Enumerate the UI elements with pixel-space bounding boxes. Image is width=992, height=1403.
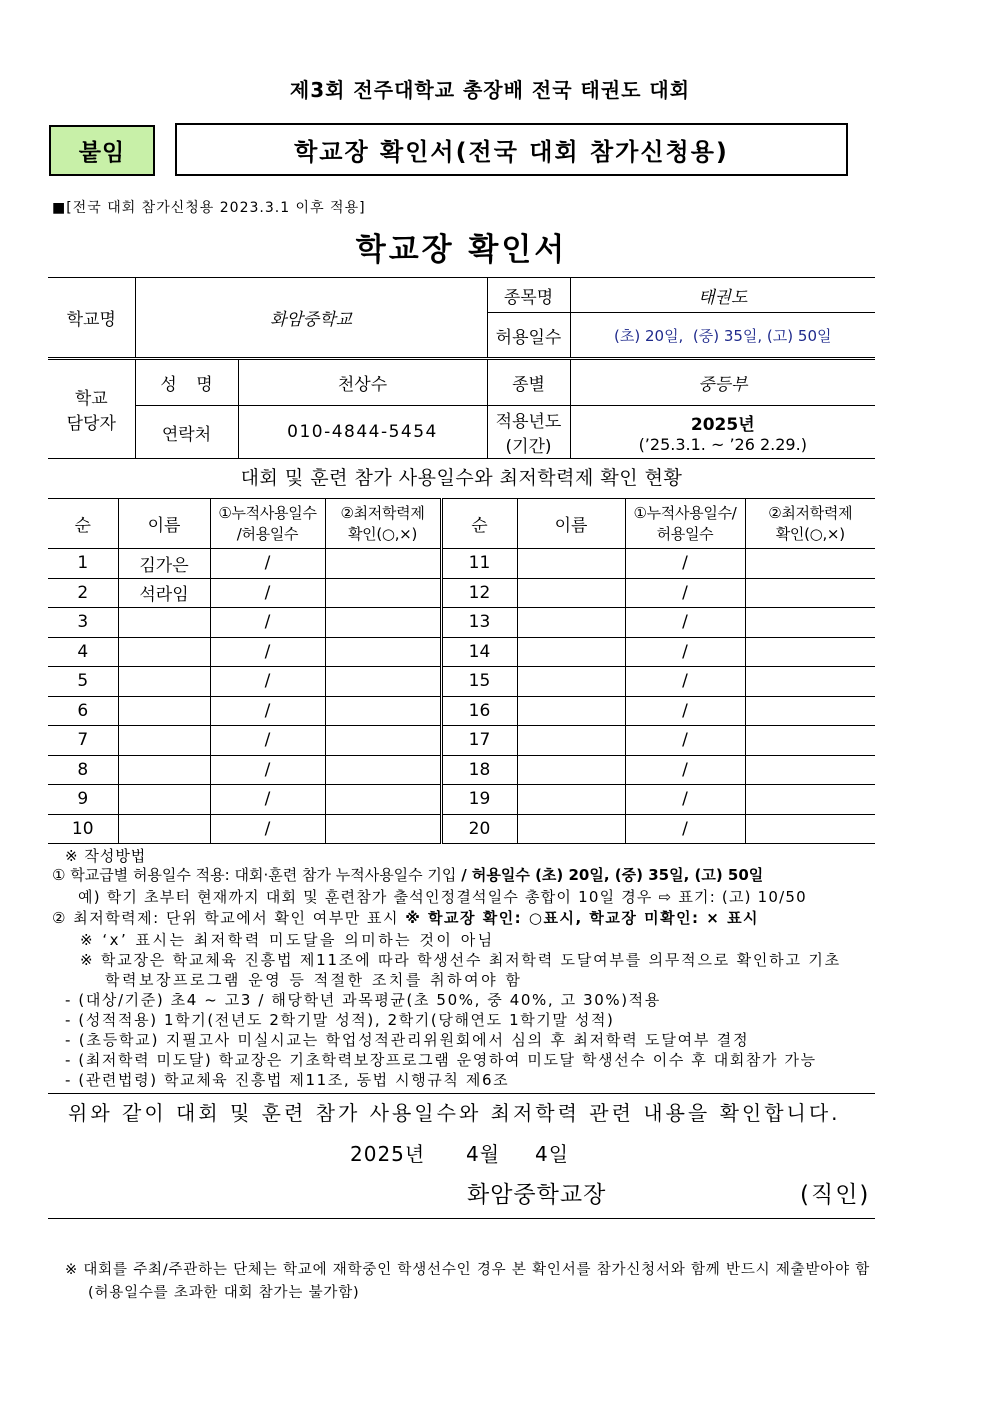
roster-cell-name-left: 석라임 [118,578,210,608]
roster-cell-no-left: 7 [48,726,118,756]
roster-cell-no-left: 4 [48,637,118,667]
roster-cell-no-right: 14 [441,637,517,667]
contact-label: 연락처 [135,406,238,459]
roster-cell-grade-left [325,667,441,697]
confirmation-date-year: 2025년 [350,1142,426,1166]
school-info-table [48,277,875,459]
roster-cell-name-left [118,696,210,726]
roster-cell-days-left: / [210,608,325,638]
roster-cell-grade-left [325,578,441,608]
roster-cell-days-left: / [210,549,325,579]
roster-cell-days-left: / [210,726,325,756]
roster-cell-name-left [118,667,210,697]
header-grade-left [325,499,441,549]
roster-row [48,785,875,815]
roster-cell-name-left [118,637,210,667]
header-days-right [625,499,745,549]
year-value-text: 2025년 [690,415,755,435]
confirmation-date-day: 4일 [535,1142,570,1166]
roster-cell-name-left [118,726,210,756]
roster-cell-grade-right [745,755,875,785]
roster-cell-days-left: / [210,696,325,726]
roster-cell-days-left: / [210,755,325,785]
contact-value: 010-4844-5454 [238,406,487,459]
principal-name: 화암중학교장 [467,1182,607,1208]
header-no-left: 순 [48,499,118,549]
header-days-left [210,499,325,549]
roster-cell-no-left: 10 [48,814,118,844]
roster-table [48,498,875,844]
header-grade-right [745,499,875,549]
roster-cell-days-left: / [210,637,325,667]
note-bullet: - (대상/기준) 초4 ~ 고3 / 해당학년 과목평균(초 50%, 중 40%, 고 30%)적용 [65,991,661,1009]
roster-cell-days-right: / [625,755,745,785]
roster-cell-grade-right [745,549,875,579]
note-item-1-emphasis: / 허용일수 (초) 20일, (중) 35일, (고) 50일 [461,866,764,884]
roster-cell-name-left [118,785,210,815]
year-label [487,406,570,459]
divider [48,1093,875,1094]
info-row [48,359,875,406]
manager-name-value: 천상수 [238,359,487,406]
header-grade-right-line2: 확인(○,×) [775,524,845,543]
year-label-line1: 적용년도 [495,412,562,432]
roster-cell-days-right: / [625,608,745,638]
roster-cell-grade-right [745,785,875,815]
roster-cell-no-right: 17 [441,726,517,756]
footer-note-line1: ※ 대회를 주최/주관하는 단체는 학교에 재학중인 학생선수인 경우 본 확인서를 참가신청서와 함께 반드시 제출받아야 함 [65,1262,871,1278]
roster-cell-days-right: / [625,696,745,726]
roster-cell-days-left: / [210,814,325,844]
manager-name-label: 성 명 [135,359,238,406]
roster-cell-no-left: 1 [48,549,118,579]
roster-cell-days-right: / [625,637,745,667]
roster-cell-grade-left [325,637,441,667]
seal-label: (직인) [800,1182,871,1208]
roster-row [48,726,875,756]
roster-cell-days-right: / [625,726,745,756]
roster-cell-days-left: / [210,578,325,608]
roster-row [48,755,875,785]
roster-cell-name-left [118,608,210,638]
info-row [48,406,875,459]
roster-cell-no-left: 3 [48,608,118,638]
roster-cell-grade-left [325,785,441,815]
attachment-label: 붙임 [78,140,126,166]
roster-cell-no-left: 6 [48,696,118,726]
header-grade-left-line2: 확인(○,×) [347,524,417,543]
roster-cell-grade-right [745,608,875,638]
confirmation-statement: 위와 같이 대회 및 훈련 참가 사용일수와 최저학력 관련 내용을 확인합니다. [68,1101,841,1125]
applicability-notice: ■[전국 대회 참가신청용 2023.3.1 이후 적용] [52,200,366,216]
note-item-2-text: ② 최저학력제: 단위 학교에서 확인 여부만 표시 [52,909,406,927]
roster-cell-days-right: / [625,578,745,608]
roster-cell-no-left: 2 [48,578,118,608]
attachment-box [49,125,155,176]
roster-cell-grade-right [745,696,875,726]
form-title: 학교장 확인서(전국 대회 참가신청용) [294,138,729,166]
roster-cell-no-right: 19 [441,785,517,815]
roster-cell-days-right: / [625,814,745,844]
roster-cell-no-right: 13 [441,608,517,638]
roster-cell-no-right: 11 [441,549,517,579]
roster-cell-no-left: 9 [48,785,118,815]
sport-value: 태권도 [570,278,875,313]
header-name-left: 이름 [118,499,210,549]
note-bullet: - (초등학교) 지필고사 미실시교는 학업성적관리위원회에서 심의 후 최저학력 도달여부 결정 [65,1031,750,1049]
roster-header-row [48,499,875,549]
roster-cell-grade-right [745,726,875,756]
roster-cell-grade-right [745,637,875,667]
year-period: (’25.3.1. ~ ’26 2.29.) [638,435,807,454]
roster-cell-name-right [517,814,625,844]
note-item-2-emphasis: ※ 학교장 확인: ○표시, 학교장 미확인: × 표시 [405,909,760,927]
info-row [48,278,875,313]
roster-cell-no-left: 8 [48,755,118,785]
header-name-right: 이름 [517,499,625,549]
confirmation-date-month: 4월 [466,1142,501,1166]
note-bullet: - (관련법령) 학교체육 진흥법 제11조, 동법 시행규칙 제6조 [65,1071,510,1089]
header-days-left-line2: /허용일수 [236,524,299,543]
category-value: 중등부 [570,359,875,406]
school-name-label: 학교명 [48,278,135,359]
school-name-value: 화암중학교 [135,278,487,359]
header-days-right-line1: ①누적사용일수/ [633,503,737,522]
roster-cell-name-right [517,726,625,756]
roster-cell-grade-left [325,755,441,785]
roster-cell-no-right: 12 [441,578,517,608]
manager-label-line1: 학교 [74,389,108,409]
roster-row [48,637,875,667]
year-label-line2: (기간) [505,437,552,457]
header-days-left-line1: ①누적사용일수 [218,503,317,522]
document-title: 학교장 확인서 [355,232,568,268]
notes-heading: ※ 작성방법 [65,847,147,865]
roster-cell-no-left: 5 [48,667,118,697]
form-title-box [175,123,848,176]
manager-label [48,359,135,459]
roster-cell-name-right [517,667,625,697]
note-item-1-text: ① 학교급별 허용일수 적용: 대회·훈련 참가 누적사용일수 기입 [52,866,462,884]
note-duty-line1: ※ 학교장은 학교체육 진흥법 제11조에 따라 학생선수 최저학력 도달여부를 의무적으로 확인하고 기초 [80,951,841,969]
roster-cell-name-right [517,637,625,667]
roster-cell-name-left [118,814,210,844]
roster-cell-name-right [517,696,625,726]
header-grade-left-line1: ②최저학력제 [340,503,425,522]
roster-cell-name-left [118,755,210,785]
roster-cell-name-right [517,549,625,579]
roster-cell-no-right: 15 [441,667,517,697]
roster-row [48,608,875,638]
category-label: 종별 [487,359,570,406]
roster-row [48,696,875,726]
roster-cell-days-right: / [625,667,745,697]
roster-cell-name-right [517,755,625,785]
roster-cell-grade-right [745,814,875,844]
header-days-right-line2: 허용일수 [656,524,714,543]
note-x-meaning: ※ ‘x’ 표시는 최저학력 미도달을 의미하는 것이 아님 [80,931,495,949]
note-item-2 [52,908,759,928]
roster-cell-days-left: / [210,667,325,697]
note-bullet: - (성적적용) 1학기(전년도 2학기말 성적), 2학기(당해연도 1학기말 성적) [65,1011,615,1029]
roster-cell-no-right: 20 [441,814,517,844]
roster-cell-days-right: / [625,549,745,579]
roster-row [48,578,875,608]
note-example: 예) 학기 초부터 현재까지 대회 및 훈련참가 출석인정결석일수 총합이 10일 경우 ⇨ 표기: (고) 10/50 [78,888,807,906]
roster-cell-grade-left [325,549,441,579]
roster-row [48,814,875,844]
roster-cell-name-right [517,578,625,608]
roster-cell-days-left: / [210,785,325,815]
roster-cell-grade-right [745,667,875,697]
note-duty-line2: 학력보장프로그램 운영 등 적절한 조치를 취하여야 함 [105,971,523,989]
roster-row [48,667,875,697]
roster-cell-grade-left [325,696,441,726]
roster-cell-grade-left [325,814,441,844]
roster-cell-no-right: 18 [441,755,517,785]
roster-cell-name-right [517,785,625,815]
footer-note-line2: (허용일수를 초과한 대회 참가는 불가함) [88,1285,360,1301]
event-title: 제3회 전주대학교 총장배 전국 태권도 대회 [289,78,691,102]
roster-row [48,549,875,579]
section-title: 대회 및 훈련 참가 사용일수와 최저학력제 확인 현황 [240,467,683,489]
manager-label-line2: 담당자 [66,414,116,434]
roster-cell-days-right: / [625,785,745,815]
header-no-right: 순 [441,499,517,549]
divider [48,1218,875,1219]
roster-cell-no-right: 16 [441,696,517,726]
sport-label: 종목명 [487,278,570,313]
header-grade-right-line1: ②최저학력제 [768,503,853,522]
roster-cell-grade-left [325,726,441,756]
note-bullet: - (최저학력 미도달) 학교장은 기초학력보장프로그램 운영하여 미도달 학생선수 이수 후 대회참가 가능 [65,1051,817,1069]
roster-body [48,549,875,844]
year-value [570,406,875,459]
roster-cell-name-left: 김가은 [118,549,210,579]
roster-cell-grade-left [325,608,441,638]
allowed-days-label: 허용일수 [487,313,570,359]
note-item-1 [52,865,763,885]
roster-cell-grade-right [745,578,875,608]
roster-cell-name-right [517,608,625,638]
allowed-days-value: (초) 20일, (중) 35일, (고) 50일 [570,313,875,359]
